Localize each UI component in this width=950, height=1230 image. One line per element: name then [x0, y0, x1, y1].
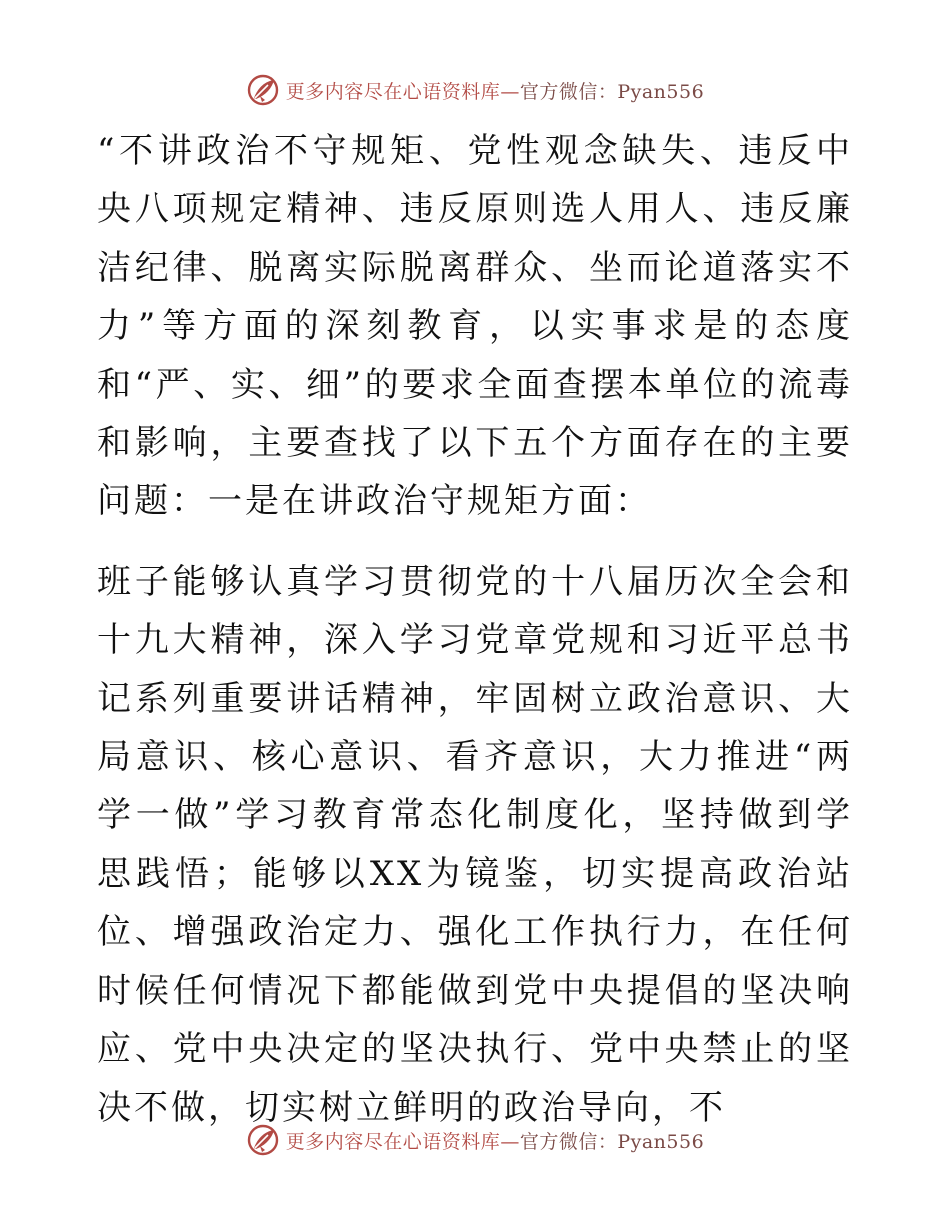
banner-site-name: 更多内容尽在心语资料库	[285, 80, 501, 103]
footer-dash: —	[500, 1130, 520, 1153]
banner-wechat-id: Pyan556	[617, 80, 705, 103]
footer-wechat-id: Pyan556	[617, 1130, 705, 1153]
banner-wechat-label: 官方微信：	[519, 80, 618, 103]
footer-wechat-label: 官方微信：	[519, 1130, 618, 1153]
paragraph-1: “不讲政治不守规矩、党性观念缺失、违反中央八项规定精神、违反原则选人用人、违反廉洁纪律、脱离实际脱离群众、坐而论道落实不力”等方面的深刻教育，以实事求是的态度和“严、实、细”的要求全面查摆本单位的流毒和影响，主要查找了以下五个方面存在的主要问题：一是在讲政治守规矩方面：	[97, 131, 853, 522]
footer-banner	[0, 1120, 950, 1160]
footer-banner-text	[286, 1127, 704, 1154]
leaf-pen-logo-icon	[246, 73, 280, 107]
header-banner	[0, 70, 950, 110]
paragraph-2: 班子能够认真学习贯彻党的十八届历次全会和十九大精神，深入学习党章党规和习近平总书记系列重要讲话精神，牢固树立政治意识、大局意识、核心意识、看齐意识，大力推进“两学一做”学习教育常态化制度化，坚持做到学思践悟；能够以XX为镜鉴，切实提高政治站位、增强政治定力、强化工作执行力，在任何时候任何情况下都能做到党中央提倡的坚决响应、党中央决定的坚决执行、党中央禁止的坚决不做，切实树立鲜明的政治导向，不	[97, 561, 853, 1128]
footer-site-name: 更多内容尽在心语资料库	[285, 1130, 501, 1153]
banner-site-text	[286, 77, 704, 104]
document-body	[97, 122, 853, 1137]
leaf-pen-logo-icon	[246, 1123, 280, 1157]
banner-dash: —	[500, 80, 520, 103]
